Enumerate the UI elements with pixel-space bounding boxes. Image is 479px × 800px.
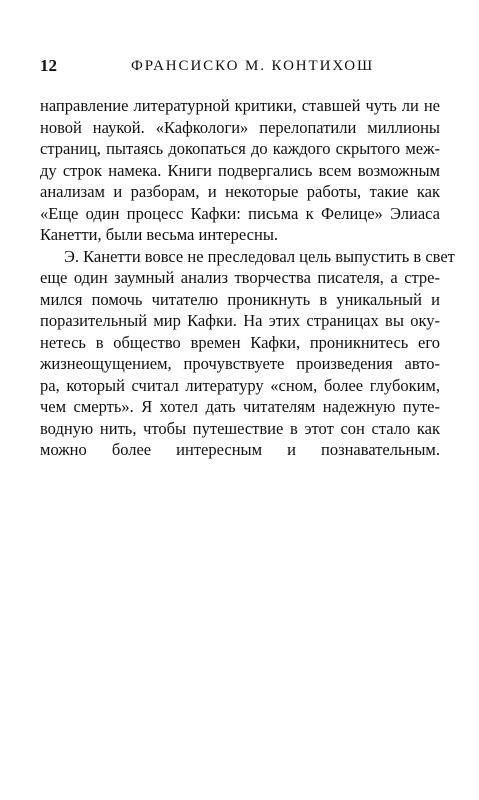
text-line: жизнеощущением, прочувствуете произведения авто- — [40, 354, 440, 373]
text-line: страниц, пытаясь докопаться до каждого скрытого меж- — [40, 139, 440, 158]
paragraph — [40, 246, 455, 483]
text-line: можно более интересным и познавательным. — [40, 440, 440, 459]
text-line: мился помочь читателю проникнуть в уникальный и — [40, 289, 440, 309]
page-number: 12 — [40, 56, 57, 75]
paragraph — [40, 95, 440, 246]
text-line: нетесь в общество времен Кафки, проникнитесь его — [40, 332, 440, 352]
text-line: «Еще один процесс Кафки: письма к Фелице» Элиаса — [40, 203, 440, 223]
text-line: еще один заумный анализ творчества писателя, а стре- — [40, 268, 440, 287]
text-line: анализам и разборам, и некоторые работы, такие как — [40, 182, 440, 201]
body-text — [40, 95, 455, 482]
text-line: ра, который считал литературу «сном, более глубоким, — [40, 375, 440, 395]
text-line: ду строк намека. Книги подвергались всем возможным — [40, 160, 440, 180]
text-line: чем смерть». Я хотел дать читателям надежную путе- — [40, 397, 440, 416]
text-line: Канетти, были весьма интересны. — [40, 225, 279, 244]
text-line: Э. Канетти вовсе не преследовал цель выпустить в свет — [64, 246, 455, 266]
text-line: поразительный мир Кафки. На этих страницах вы оку- — [40, 311, 440, 330]
running-header — [40, 54, 438, 78]
text-line — [40, 461, 440, 483]
running-title: ФРАНСИСКО М. КОНТИХОШ — [131, 58, 375, 74]
text-line: направление литературной критики, ставшей чуть ли не — [40, 96, 440, 115]
text-line: новой наукой. «Кафкологи» перелопатили миллионы — [40, 117, 440, 137]
text-line: водную нить, чтобы путешествие в этот сон стало как — [40, 418, 440, 438]
